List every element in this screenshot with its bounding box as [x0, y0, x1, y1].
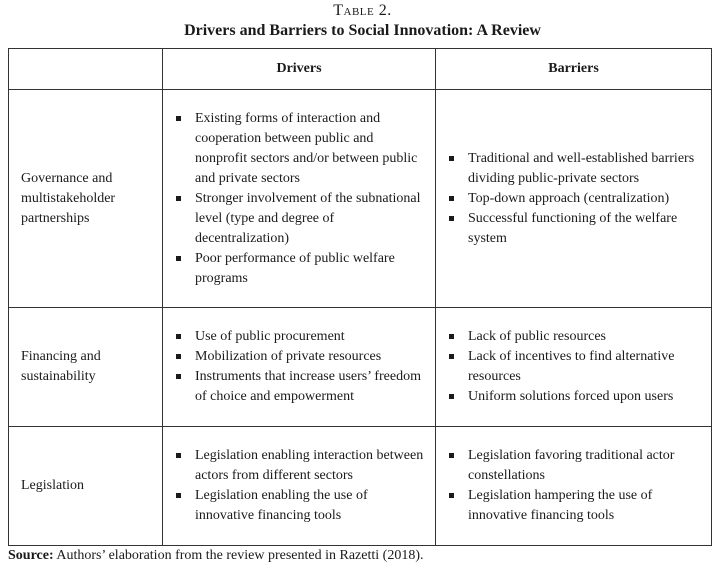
- table-row: [9, 308, 712, 427]
- list-item: Mobilization of private resources: [173, 347, 429, 367]
- list-item: Lack of public resources: [446, 327, 705, 347]
- list-item: Legislation enabling the use of innovative financing tools: [173, 486, 429, 526]
- drivers-list: [173, 446, 429, 526]
- source-note: [8, 548, 423, 564]
- barriers-cell: [436, 308, 712, 427]
- category-cell: Legislation: [9, 427, 163, 546]
- list-item: Uniform solutions forced upon users: [446, 387, 705, 407]
- barriers-list: [446, 446, 705, 526]
- table-label: Table 2.: [333, 2, 392, 19]
- header-empty: [9, 49, 163, 90]
- list-item: Traditional and well-established barriers dividing public-private sectors: [446, 149, 705, 189]
- list-item: Stronger involvement of the subnational level (type and degree of decentralization): [173, 189, 429, 249]
- source-text: Authors’ elaboration from the review presented in Razetti (2018).: [56, 548, 424, 563]
- table-row: [9, 90, 712, 308]
- table-title: Drivers and Barriers to Social Innovation: A Review: [184, 22, 541, 39]
- list-item: Successful functioning of the welfare system: [446, 209, 705, 249]
- header-drivers: Drivers: [163, 49, 436, 90]
- category-cell: Financing and sustainability: [9, 308, 163, 427]
- list-item: Instruments that increase users’ freedom of choice and empowerment: [173, 367, 429, 407]
- header-row: [9, 49, 712, 90]
- list-item: Lack of incentives to find alternative resources: [446, 347, 705, 387]
- drivers-list: [173, 109, 429, 289]
- barriers-list: [446, 327, 705, 407]
- list-item: Existing forms of interaction and cooperation between public and nonprofit sectors and/or between public and private sectors: [173, 109, 429, 189]
- list-item: Legislation hampering the use of innovative financing tools: [446, 486, 705, 526]
- drivers-cell: [163, 308, 436, 427]
- list-item: Use of public procurement: [173, 327, 429, 347]
- drivers-cell: [163, 427, 436, 546]
- barriers-cell: [436, 90, 712, 308]
- table-row: [9, 427, 712, 546]
- header-barriers: Barriers: [436, 49, 712, 90]
- barriers-cell: [436, 427, 712, 546]
- list-item: Legislation favoring traditional actor constellations: [446, 446, 705, 486]
- drivers-cell: [163, 90, 436, 308]
- barriers-list: [446, 149, 705, 249]
- source-label: Source:: [8, 548, 54, 563]
- list-item: Top-down approach (centralization): [446, 189, 705, 209]
- list-item: Legislation enabling interaction between actors from different sectors: [173, 446, 429, 486]
- drivers-list: [173, 327, 429, 407]
- category-cell: Governance and multistakeholder partnerships: [9, 90, 163, 308]
- list-item: Poor performance of public welfare programs: [173, 249, 429, 289]
- review-table: [8, 48, 712, 546]
